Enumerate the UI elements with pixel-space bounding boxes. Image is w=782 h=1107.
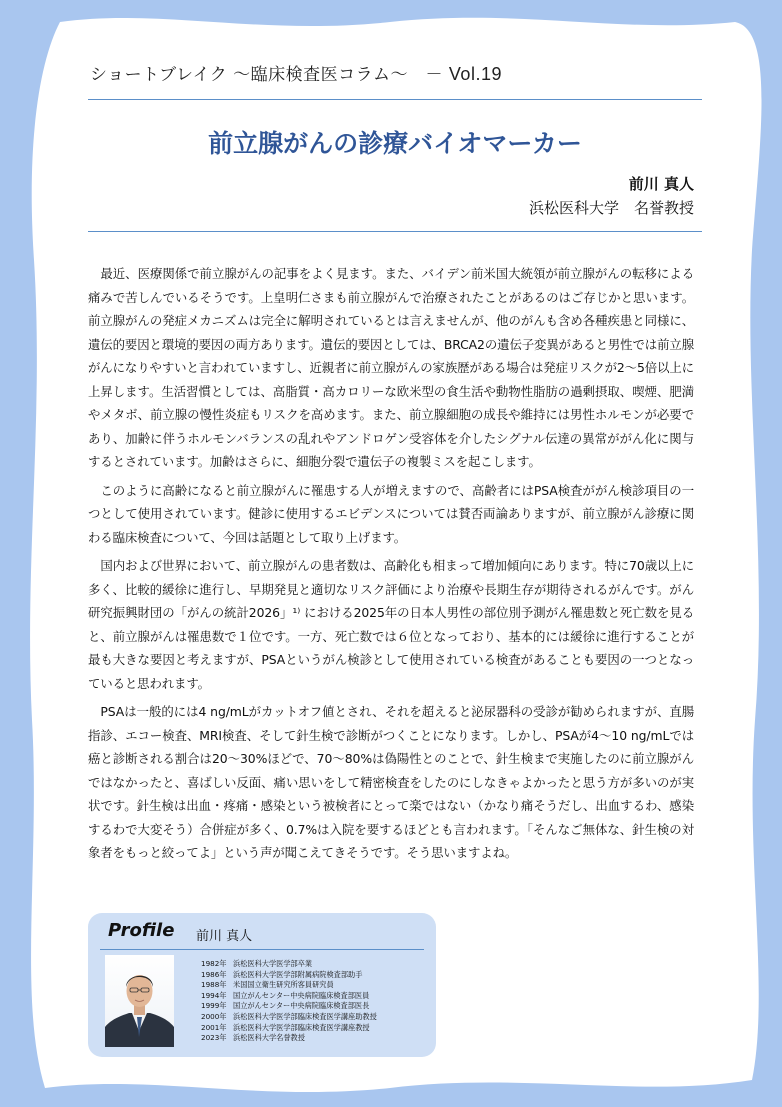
title-divider [88,231,702,232]
paragraph-3: 国内および世界において、前立腺がんの患者数は、高齢化も相まって増加傾向にあります。特に70歳以上に多く、比較的緩徐に進行し、早期発見と適切なリスク評価により治療や長期生存が期待されるがんです。がん研究振興財団の「がんの統計2026」¹⁾ における2025年の日本人男性の部位別予測がん罹患数と死亡数を見ると、前立腺がんは罹患数で１位です。一方、死亡数では６位となっており、基本的には緩徐に進行することが最も大きな要因と考えますが、PSAというがん検診として使用されている検査があることも要因の一つとなっていると思われます。 [88,558,694,691]
profile-box [88,913,436,1057]
paragraph-1: 最近、医療関係で前立腺がんの記事をよく見ます。また、バイデン前米国大統領が前立腺がんの転移による痛みで苦しんでいるそうです。上皇明仁さまも前立腺がんで治療されたことがあるのはご存じかと思います。前立腺がんの発症メカニズムは完全に解明されているとは言えませんが、他のがんも含め各種疾患と同様に、遺伝的要因と環境的要因の両方あります。遺伝的要因としては、BRCA2の遺伝子変異があると男性では前立腺がんになりやすいと言われていますし、近親者に前立腺がんの家族歴がある場合は発症リスクが2〜5倍以上に上昇します。生活習慣としては、高脂質・高カロリーな欧米型の食生活や動物性脂肪の過剰摂取、喫煙、肥満やメタボ、前立腺の慢性炎症もリスクを高めます。また、前立腺細胞の成長や維持には男性ホルモンが必要であり、加齢に伴うホルモンバランスの乱れやアンドロゲン受容体を介したシグナル伝達の異常ががん化に関与するとされています。加齢はさらに、細胞分裂で遺伝子の複製ミスを起こします。 [88,266,694,469]
volume-number: Vol.19 [448,64,502,84]
career-item: 1988年 米国国立衛生研究所客員研究員 [201,980,334,990]
career-item: 2023年 浜松医科大学名誉教授 [201,1033,305,1043]
profile-divider [100,949,424,950]
article-title: 前立腺がんの診療バイオマーカー [208,129,582,158]
article-body [88,262,694,870]
series-title: ショートブレイク 〜臨床検査医コラム〜 － [90,65,444,85]
career-item: 2001年 浜松医科大学医学部臨床検査医学講座教授 [201,1022,370,1032]
author-name: 前川 真人 [628,175,694,193]
career-item: 1982年 浜松医科大学医学部卒業 [201,959,313,968]
profile-name: 前川 真人 [196,929,253,944]
career-item: 1994年 国立がんセンター中央病院臨床検査部医員 [201,990,370,1000]
career-item: 1986年 浜松医科大学医学部附属病院検査部助手 [201,969,363,979]
paragraph-4: PSAは一般的には4 ng/mLがカットオフ値とされ、それを超えると泌尿器科の受診が勧められますが、直腸指診、エコー検査、MRI検査、そして針生検で診断がつくことになります。しかし、PSAが4〜10 ng/mLでは癌と診断される割合は20〜30%ほどで、70〜80%は偽陽性とのことで、針生検まで実施したのに前立腺がんではなかったと、喜ばしい反面、痛い思いをして精密検査をしたのにしなきゃよかったと思う方が多いのが実状です。針生検は出血・疼痛・感染という被検者にとって楽ではない（かなり痛そうだし、出血するわ、感染するわで大変そう）合併症が多く、0.7%は入院を要するほどとも言われます。「そんなご無体な、針生検の対象者をもっと絞ってよ」という声が聞こえてきそうです。そう思いますよね。 [88,704,694,860]
profile-label: Profile [108,920,175,941]
author-affiliation: 浜松医科大学 名誉教授 [528,199,694,217]
column-series-header [90,60,502,85]
header-divider [88,99,702,100]
paragraph-2: このように高齢になると前立腺がんに罹患する人が増えますので、高齢者にはPSA検査ががん検診項目の一つとして使用されています。健診に使用するエビデンスについては賛否両論ありますが、前立腺がん診療に関わる臨床検査について、今回は話題として取り上げます。 [88,482,694,545]
career-list [201,959,377,1044]
author-photo [105,955,174,1047]
career-item: 2000年 浜松医科大学医学部臨床検査医学講座助教授 [201,1011,377,1021]
career-item: 1999年 国立がんセンター中央病院臨床検査部医長 [201,1001,370,1011]
